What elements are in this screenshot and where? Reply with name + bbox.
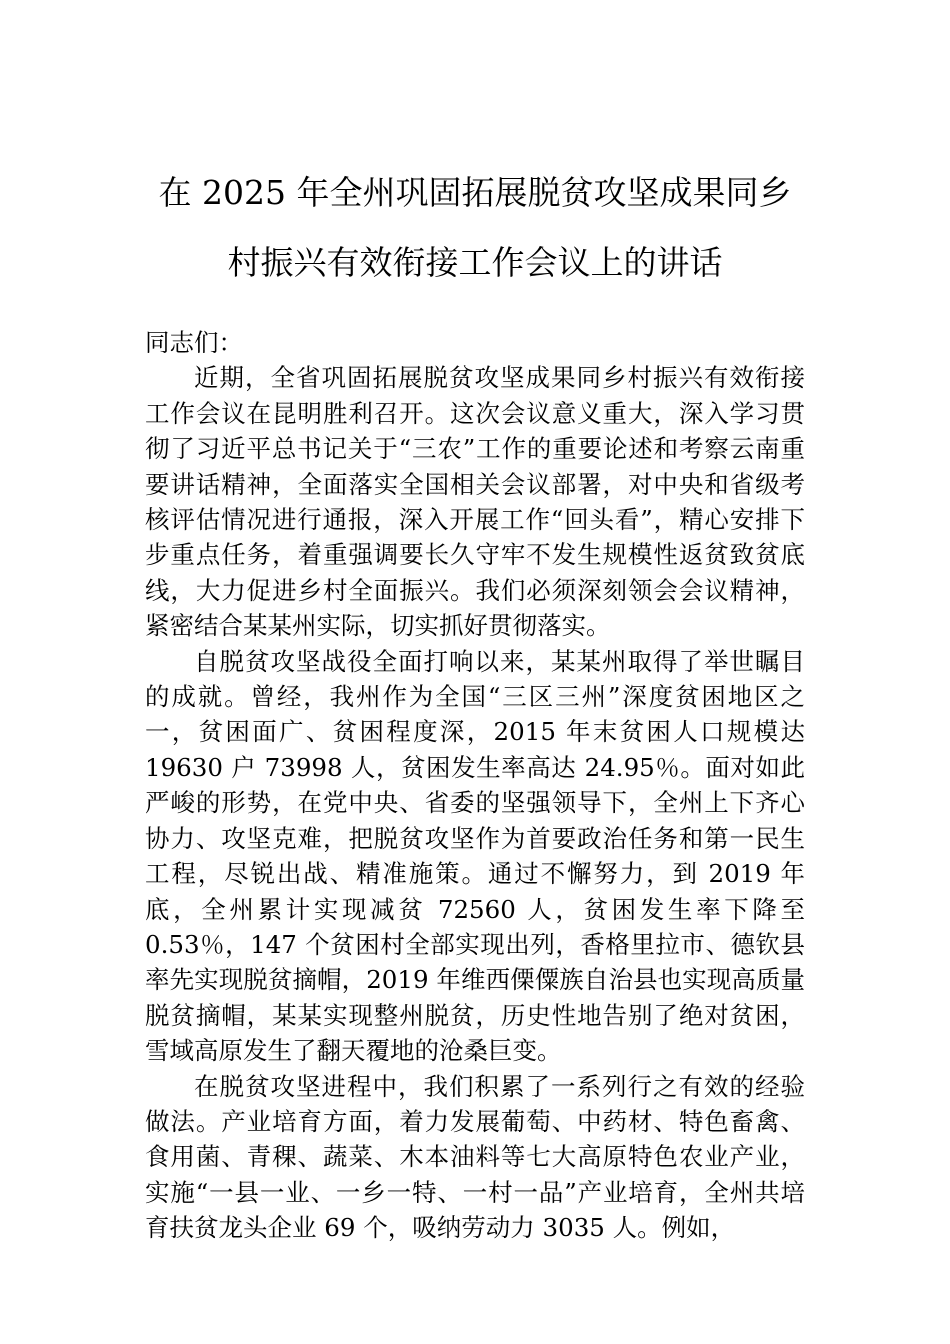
paragraph-2: 自脱贫攻坚战役全面打响以来，某某州取得了举世瞩目的成就。曾经，我州作为全国“三区三州”深度贫困地区之一，贫困面广、贫困程度深，2015 年末贫困人口规模达 19630 户 73998 人，贫困发生率高达 24.95％。面对如此严峻的形势，在党中央、省委的坚强领导下，全州上下齐心协力、攻坚克难，把脱贫攻坚作为首要政治任务和第一民生工程，尽锐出战、精准施策。通过不懈努力，到 2019 年底，全州累计实现减贫 72560 人，贫困发生率下降至 0.53％，147 个贫困村全部实现出列，香格里拉市、德钦县率先实现脱贫摘帽，2019 年维西傈僳族自治县也实现高质量脱贫摘帽，某某实现整州脱贫，历史性地告别了绝对贫困，雪域高原发生了翻天覆地的沧桑巨变。 xyxy=(145,646,805,1066)
paragraph-3: 在脱贫攻坚进程中，我们积累了一系列行之有效的经验做法。产业培育方面，着力发展葡萄、中药材、特色畜禽、食用菌、青稞、蔬菜、木本油料等七大高原特色农业产业，实施“一县一业、一乡一特、一村一品”产业培育，全州共培育扶贫龙头企业 69 个，吸纳劳动力 3035 人。例如， xyxy=(145,1071,805,1243)
salutation: 同志们： xyxy=(145,328,243,357)
title-line-1: 在 2025 年全州巩固拓展脱贫攻坚成果同乡 xyxy=(158,173,792,212)
title-line-2: 村振兴有效衔接工作会议上的讲话 xyxy=(227,243,723,282)
document-body xyxy=(145,325,805,1246)
paragraph-1: 近期，全省巩固拓展脱贫攻坚成果同乡村振兴有效衔接工作会议在昆明胜利召开。这次会议意义重大，深入学习贯彻了习近平总书记关于“三农”工作的重要论述和考察云南重要讲话精神，全面落实全国相关会议部署，对中央和省级考核评估情况进行通报，深入开展工作“回头看”，精心安排下步重点任务，着重强调要长久守牢不发生规模性返贫致贫底线，大力促进乡村全面振兴。我们必须深刻领会会议精神，紧密结合某某州实际，切实抓好贯彻落实。 xyxy=(145,363,805,641)
document-title xyxy=(120,158,830,298)
